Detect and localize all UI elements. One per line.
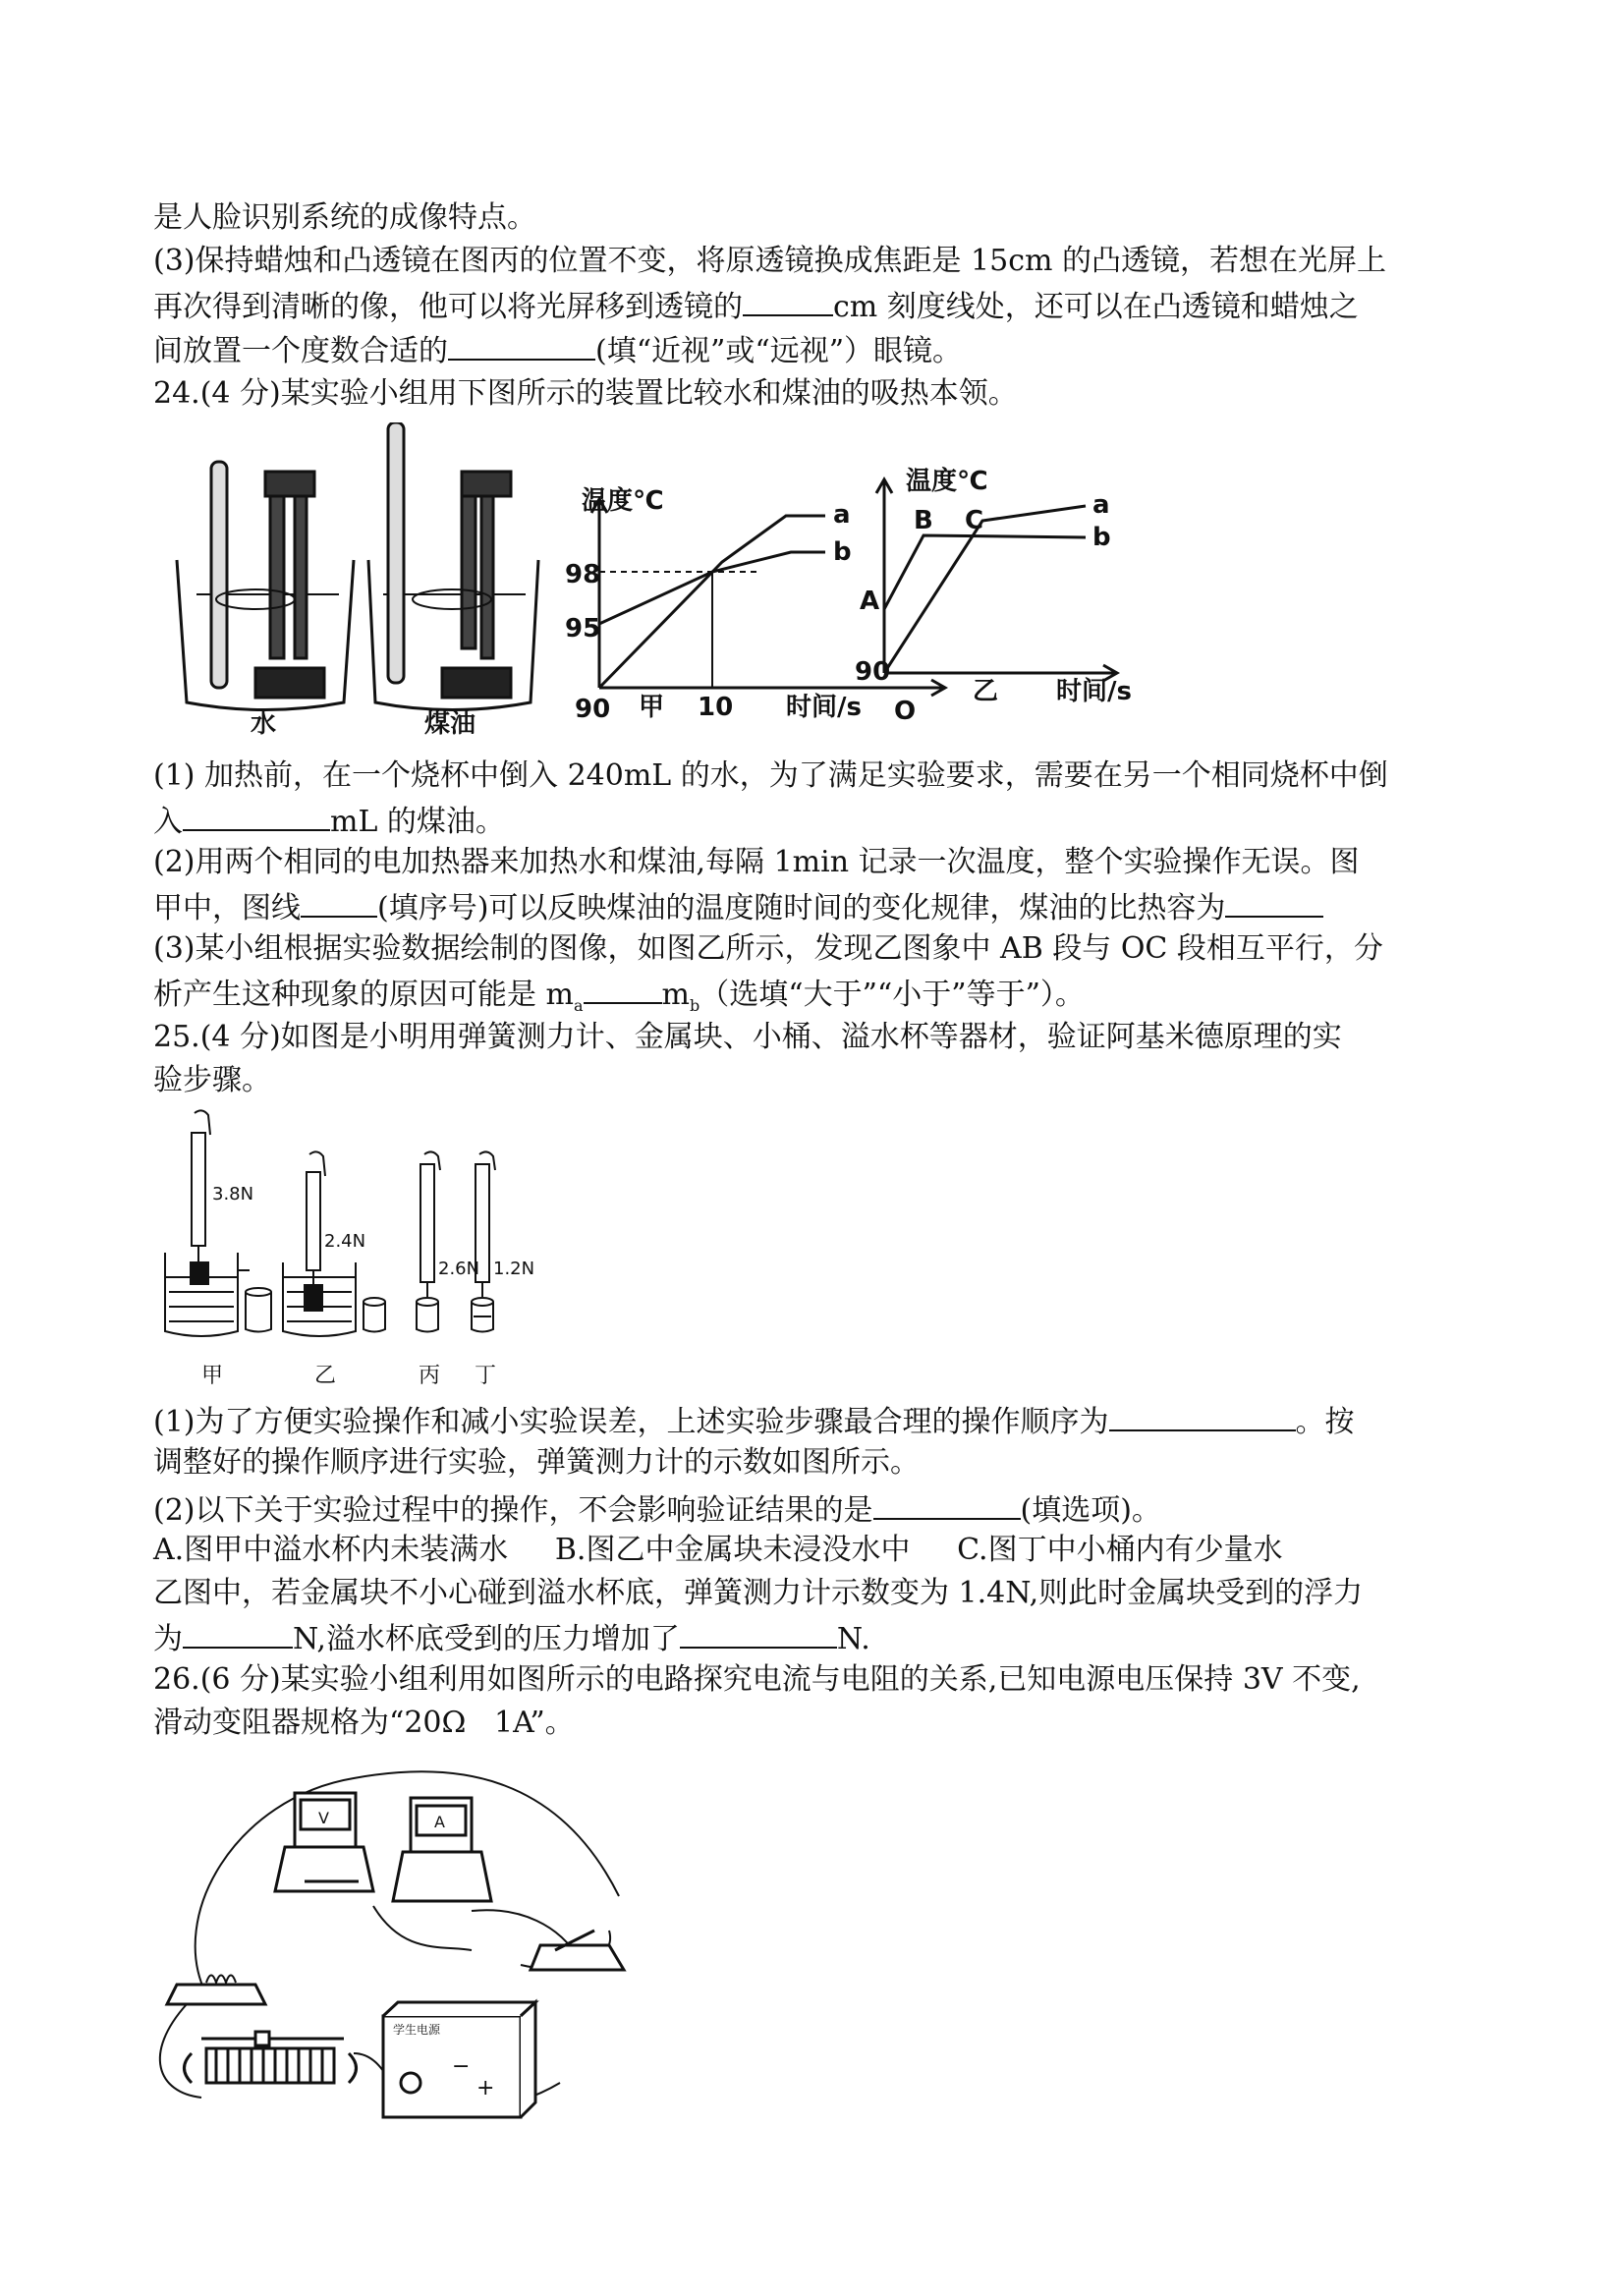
- beaker-water-label: 水: [251, 709, 277, 737]
- spring-scale-3: [420, 1164, 434, 1282]
- text-line: [153, 242, 1386, 281]
- text: A.图甲中溢水杯内未装满水 B.图乙中金属块未浸没水中 C.图丁中小桶内有少量水: [153, 1533, 1283, 1567]
- answer-blank[interactable]: [1109, 1400, 1296, 1431]
- graph-yi-ylabel: 温度℃: [906, 467, 988, 496]
- text: (3)保持蜡烛和凸透镜在图丙的位置不变，将原透镜换成焦距是 15cm 的凸透镜，若想在光屏上: [153, 244, 1386, 278]
- subscript: a: [573, 996, 584, 1015]
- text-line: [153, 1061, 271, 1100]
- text-line: [153, 198, 536, 238]
- text: (填“近视”或“远视”）眼镜。: [595, 334, 963, 368]
- text: 乙图中，若金属块不小心碰到溢水杯底，弹簧测力计示数变为 1.4N,则此时金属块受到的浮力: [153, 1576, 1364, 1610]
- answer-blank[interactable]: [183, 1617, 293, 1649]
- label-jia: 甲: [201, 1364, 224, 1388]
- answer-blank[interactable]: [873, 1488, 1021, 1520]
- text: 。按: [1295, 1405, 1355, 1439]
- reading-1: 3.8N: [212, 1184, 254, 1204]
- graph-jia-line-b: b: [833, 537, 852, 567]
- graph-jia-y98: 98: [565, 560, 601, 589]
- text: 再次得到清晰的像，他可以将光屏移到透镜的: [153, 290, 743, 324]
- label-yi: 乙: [314, 1364, 337, 1388]
- text-line: [153, 329, 962, 371]
- graph-yi-origin-y: 90: [855, 657, 891, 687]
- text: 25.(4 分)如图是小明用弹簧测力计、金属块、小桶、溢水杯等器材，验证阿基米德原理的实: [153, 1020, 1342, 1054]
- reading-3: 2.6N: [438, 1259, 480, 1279]
- rheostat: [185, 2032, 357, 2083]
- figure-24: [167, 422, 1159, 737]
- text-line: [153, 1704, 575, 1743]
- text: N,溢水杯底受到的压力增加了: [293, 1622, 680, 1656]
- text: m: [661, 978, 690, 1012]
- beaker-water: [177, 462, 354, 710]
- graph-jia-xlabel: 时间/s: [786, 693, 862, 722]
- graph-yi-name: 乙: [973, 677, 999, 706]
- resistor: [167, 1976, 265, 2005]
- text-line: [153, 1574, 1363, 1613]
- answer-blank[interactable]: [448, 329, 595, 361]
- subscript: b: [689, 996, 700, 1015]
- text: 验步骤。: [153, 1063, 271, 1097]
- graph-jia-origin: 90: [575, 695, 611, 724]
- text: (3)某小组根据实验数据绘制的图像，如图乙所示，发现乙图象中 AB 段与 OC 段相互平行，分: [153, 931, 1383, 966]
- graph-yi: [876, 479, 1117, 681]
- voltmeter-label: V: [318, 1809, 329, 1827]
- power-supply-label: 学生电源: [393, 2023, 441, 2037]
- text: 甲中，图线: [153, 891, 301, 925]
- graph-jia-name: 甲: [639, 693, 665, 722]
- question-24: [153, 374, 1018, 414]
- question-26: [153, 1660, 1361, 1700]
- text: cm 刻度线处，还可以在凸透镜和蜡烛之: [833, 290, 1359, 324]
- answer-blank[interactable]: [183, 800, 330, 831]
- spring-scale-1: [192, 1133, 205, 1246]
- question-25: [153, 1018, 1342, 1057]
- text: 是人脸识别系统的成像特点。: [153, 200, 536, 235]
- graph-yi-C: C: [965, 506, 984, 535]
- reading-2: 2.4N: [324, 1231, 366, 1252]
- power-plus: +: [476, 2076, 495, 2100]
- graph-yi-line-a: a: [1092, 490, 1110, 520]
- text: 为: [153, 1622, 183, 1656]
- text: (填选项)。: [1020, 1493, 1161, 1528]
- text: N.: [836, 1622, 870, 1656]
- graph-yi-line-b: b: [1092, 523, 1111, 552]
- text: 调整好的操作顺序进行实验，弹簧测力计的示数如图所示。: [153, 1445, 920, 1480]
- graph-jia-ylabel: 温度℃: [582, 486, 664, 516]
- text-line: [153, 886, 1323, 928]
- graph-yi-xlabel: 时间/s: [1056, 677, 1132, 706]
- text-line: [153, 929, 1383, 969]
- text: mL 的煤油。: [330, 805, 505, 839]
- figure-26: [147, 1759, 658, 2122]
- graph-yi-origin: O: [894, 697, 917, 726]
- options: [153, 1531, 1283, 1570]
- text-line: [153, 1488, 1161, 1531]
- spring-scale-2: [307, 1172, 320, 1270]
- graph-yi-A: A: [860, 587, 880, 616]
- answer-blank[interactable]: [584, 973, 662, 1004]
- graph-jia-x10: 10: [698, 693, 734, 722]
- text: 间放置一个度数合适的: [153, 334, 448, 368]
- ammeter-label: A: [434, 1813, 445, 1831]
- text: 24.(4 分)某实验小组用下图所示的装置比较水和煤油的吸热本领。: [153, 376, 1018, 411]
- text-line: [153, 1400, 1355, 1442]
- figure-25: [147, 1105, 560, 1390]
- label-ding: 丁: [475, 1364, 497, 1388]
- answer-blank[interactable]: [743, 285, 833, 316]
- label-bing: 丙: [419, 1364, 441, 1388]
- text: 滑动变阻器规格为“20Ω 1A”。: [153, 1706, 575, 1740]
- text: 入: [153, 805, 183, 839]
- power-minus: −: [452, 2054, 471, 2079]
- text: (2)用两个相同的电加热器来加热水和煤油,每隔 1min 记录一次温度，整个实验操作无误。图: [153, 845, 1360, 879]
- text: （选填“大于”“小于”等于”）。: [700, 978, 1085, 1012]
- hand: [195, 1110, 210, 1135]
- voltmeter: [275, 1793, 373, 1891]
- answer-blank[interactable]: [301, 886, 377, 918]
- graph-jia-line-a: a: [833, 500, 851, 530]
- text: (1) 加热前，在一个烧杯中倒入 240mL 的水，为了满足实验要求，需要在另一个相同烧杯中倒: [153, 758, 1388, 793]
- answer-blank[interactable]: [1225, 886, 1323, 918]
- graph-yi-B: B: [914, 506, 933, 535]
- text-line: [153, 1443, 920, 1483]
- answer-blank[interactable]: [680, 1617, 837, 1649]
- text: (2)以下关于实验过程中的操作，不会影响验证结果的是: [153, 1493, 873, 1528]
- text: 析产生这种现象的原因可能是 m: [153, 978, 574, 1012]
- text-line: [153, 800, 505, 842]
- beaker-oil: [368, 422, 538, 710]
- text: (填序号)可以反映煤油的温度随时间的变化规律，煤油的比热容为: [377, 891, 1226, 925]
- text-line: [153, 1617, 870, 1659]
- text-line: [153, 285, 1359, 327]
- reading-4: 1.2N: [493, 1259, 535, 1279]
- text: 26.(6 分)某实验小组利用如图所示的电路探究电流与电阻的关系,已知电源电压保持 3V 不变,: [153, 1662, 1361, 1697]
- text-line: [153, 843, 1360, 882]
- text-line: [153, 756, 1388, 796]
- graph-jia-y95: 95: [565, 614, 601, 644]
- beaker-oil-label: 煤油: [424, 709, 476, 737]
- text: (1)为了方便实验操作和减小实验误差，上述实验步骤最合理的操作顺序为: [153, 1405, 1109, 1439]
